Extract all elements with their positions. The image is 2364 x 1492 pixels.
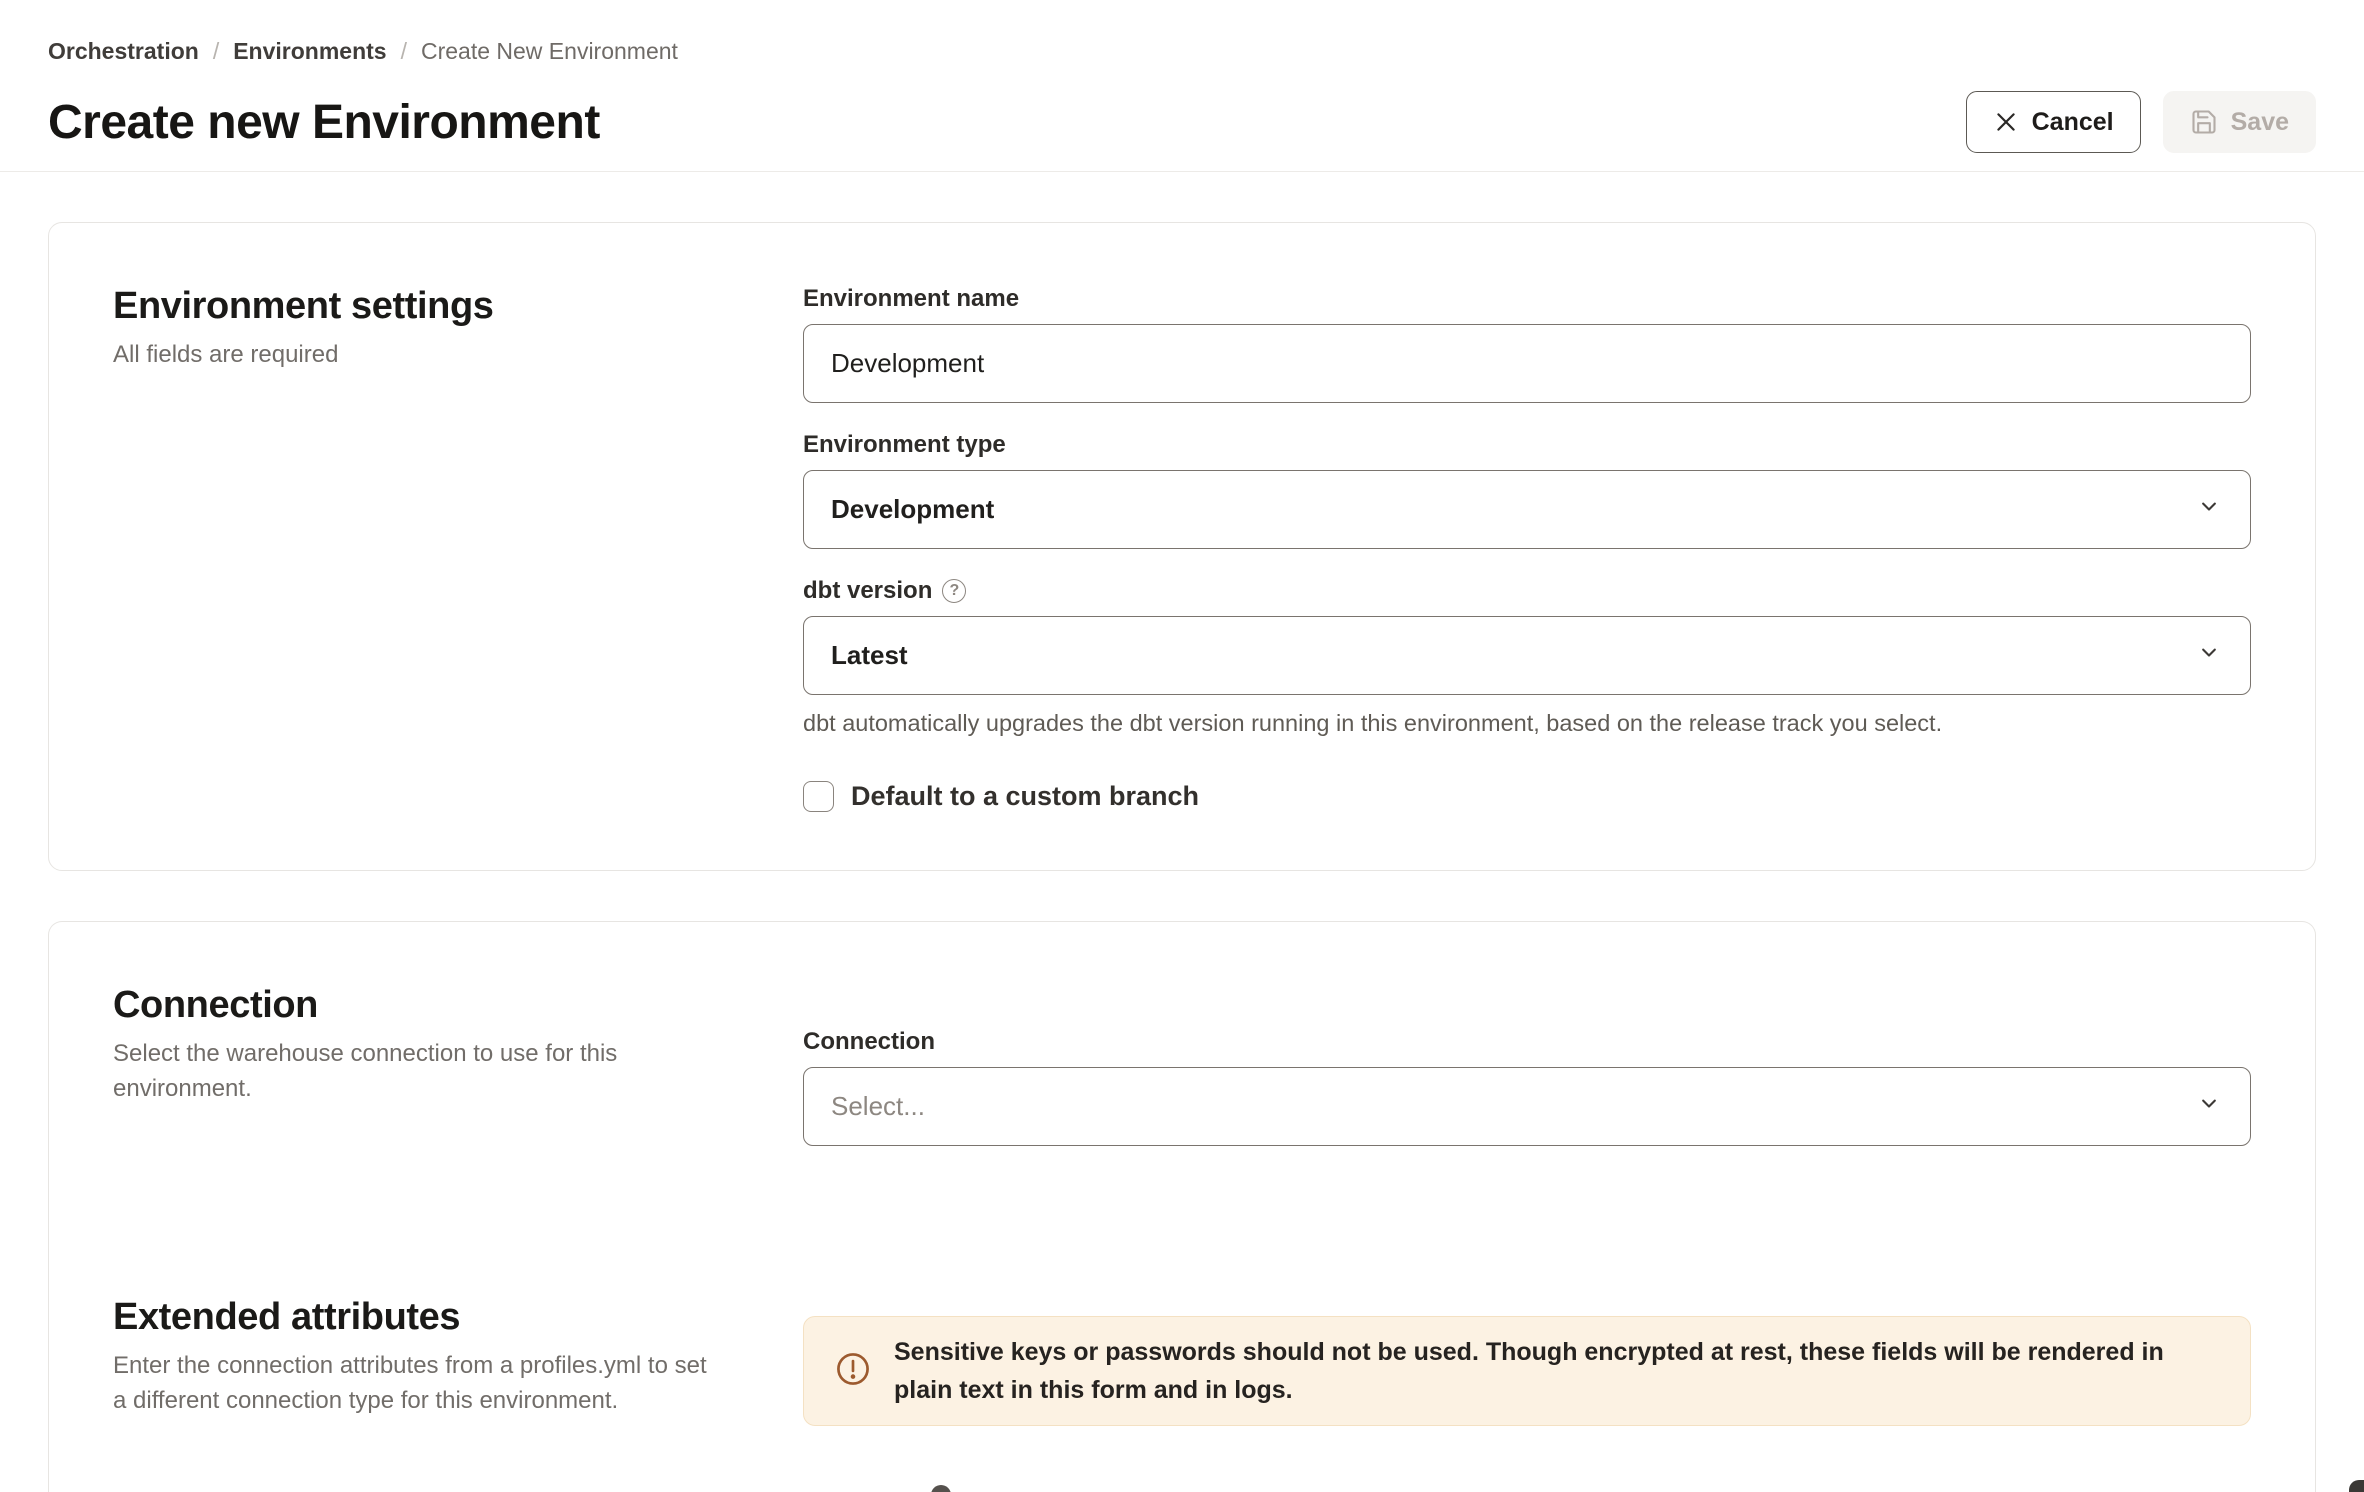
save-button-label: Save: [2230, 107, 2289, 136]
floppy-disk-icon: [2190, 108, 2218, 136]
breadcrumb: [48, 38, 2316, 65]
connection-field: [803, 1028, 2251, 1146]
connection-description: Select the warehouse connection to use for this environment.: [113, 1040, 618, 1102]
page-header: [0, 0, 2364, 172]
x-icon: [1993, 109, 2019, 135]
environment-type-value: Development: [831, 494, 995, 524]
extended-attributes-description: Enter the connection attributes from a profiles.yml to set a different connection type for this environment.: [113, 1352, 707, 1414]
connection-section: [113, 984, 2251, 1146]
connection-select[interactable]: [803, 1067, 2251, 1146]
corner-widget-button[interactable]: [2349, 1480, 2364, 1492]
environment-type-select[interactable]: [803, 470, 2251, 549]
sensitive-keys-warning-banner: [803, 1316, 2251, 1426]
cancel-button-label: Cancel: [2031, 107, 2114, 136]
connection-card: [48, 921, 2316, 1492]
alert-circle-icon: [834, 1350, 872, 1393]
breadcrumb-environments[interactable]: Environments: [233, 38, 387, 64]
breadcrumb-separator: /: [400, 38, 407, 64]
breadcrumb-orchestration[interactable]: Orchestration: [48, 38, 199, 64]
environment-name-input[interactable]: [803, 324, 2251, 403]
extended-attributes-heading: Extended attributes: [113, 1296, 461, 1338]
environment-name-label: Environment name: [803, 285, 1020, 312]
custom-branch-checkbox[interactable]: [803, 781, 834, 812]
environment-settings-form: [803, 285, 2251, 812]
connection-intro: [113, 984, 803, 1146]
environment-settings-card: [48, 222, 2316, 871]
connection-label: Connection: [803, 1028, 935, 1055]
extended-attributes-intro: [113, 1296, 803, 1426]
cancel-button[interactable]: [1966, 91, 2141, 153]
question-circle-icon[interactable]: ?: [942, 579, 966, 603]
breadcrumb-separator: /: [212, 38, 220, 64]
dbt-version-label-text: dbt version: [803, 577, 933, 604]
connection-heading: Connection: [113, 984, 318, 1026]
dbt-version-select[interactable]: [803, 616, 2251, 695]
breadcrumb-current-page: Create New Environment: [420, 38, 678, 64]
connection-form: [803, 984, 2251, 1146]
dbt-version-helper-text: dbt automatically upgrades the dbt version running in this environment, based on the release track you select.: [803, 710, 1943, 736]
extended-attributes-section: [113, 1296, 2251, 1426]
dbt-version-label: [803, 577, 2251, 605]
custom-branch-label: Default to a custom branch: [851, 781, 1200, 811]
page-title: Create new Environment: [48, 95, 600, 149]
main-content: [0, 172, 2364, 1492]
extended-attributes-form: [803, 1296, 2251, 1426]
save-button[interactable]: [2163, 91, 2316, 153]
dbt-version-field: [803, 577, 2251, 737]
connection-placeholder: Select...: [831, 1091, 925, 1121]
environment-name-field: [803, 285, 2251, 403]
environment-settings-heading: Environment settings: [113, 285, 494, 327]
chevron-down-icon: [2195, 1089, 2223, 1124]
environment-type-label: Environment type: [803, 431, 1006, 458]
chevron-down-icon: [2195, 638, 2223, 673]
header-actions: [1966, 91, 2316, 153]
custom-branch-row: [803, 781, 2251, 812]
title-row: [48, 91, 2316, 153]
warning-text: Sensitive keys or passwords should not be used. Though encrypted at rest, these fields will be rendered in plain text in this form and in logs.: [894, 1338, 2164, 1404]
environment-settings-subheading: All fields are required: [113, 341, 339, 368]
environment-type-field: [803, 431, 2251, 549]
dbt-version-value: Latest: [831, 640, 908, 670]
chevron-down-icon: [2195, 492, 2223, 527]
environment-settings-intro: [113, 285, 803, 812]
